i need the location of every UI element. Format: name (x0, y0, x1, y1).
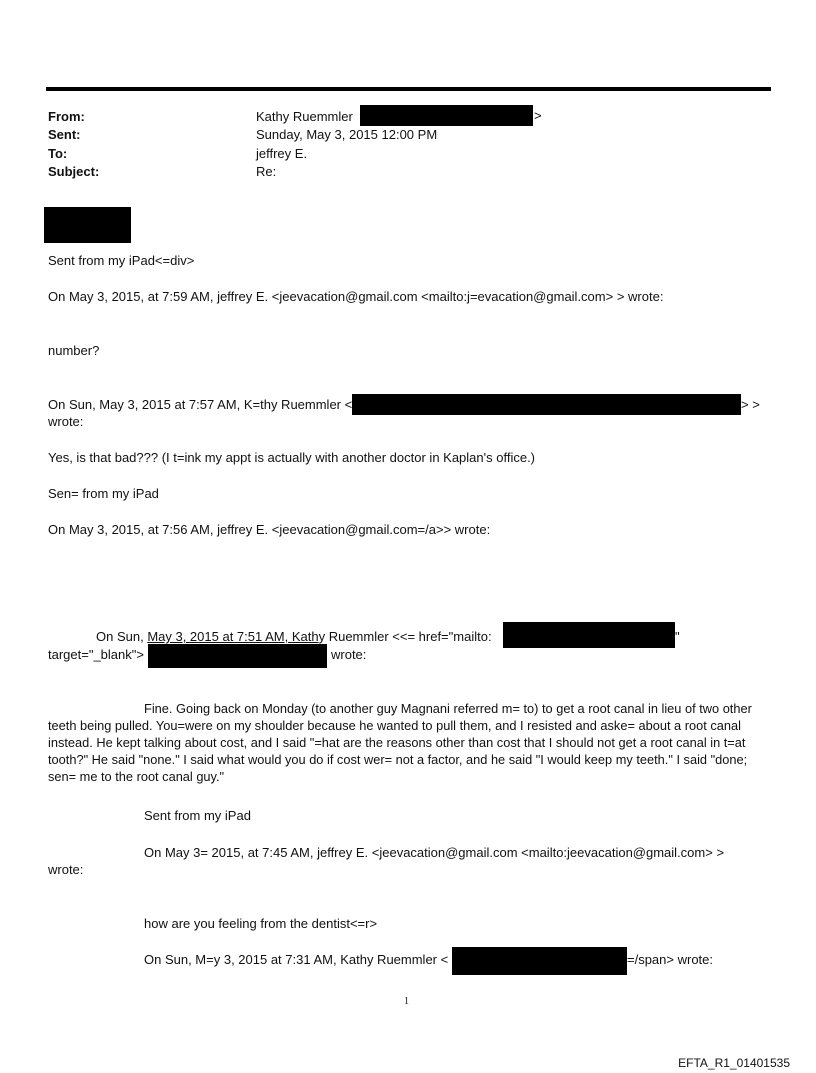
message-yes-bad: Yes, is that bad??? (I t=ink my appt is actually with another doctor in Kaplan's office.) (48, 450, 536, 465)
quoted-header-4-link[interactable]: May 3, 2015 at 7:51 AM, Kath (147, 629, 319, 644)
subject-value: Re: (256, 164, 277, 179)
redaction-box (148, 644, 327, 668)
subject-label: Subject: (48, 164, 100, 179)
quoted-header-2-wrote: wrote: (48, 414, 84, 429)
quoted-header-3: On May 3, 2015, at 7:56 AM, jeffrey E. <jeevacation@gmail.com=/a>> wrote: (48, 522, 491, 537)
header-rule (46, 87, 771, 91)
to-value: jeffrey E. (256, 146, 308, 161)
from-tail: > (534, 108, 542, 123)
message-fine-paragraph (48, 700, 766, 785)
sent-label: Sent: (48, 127, 81, 142)
redaction-box (503, 622, 675, 648)
redaction-box (44, 207, 131, 243)
quoted-header-2: On Sun, May 3, 2015 at 7:57 AM, K=thy Ruemmler < (48, 397, 353, 412)
from-name: Kathy Ruemmler (256, 109, 353, 124)
sent-from-ipad-div: Sent from my iPad<=div> (48, 253, 195, 268)
quoted-header-4-wrote: wrote: (331, 647, 367, 662)
quoted-header-4-mid: y Ruemmler <<= href="mailto: (318, 629, 492, 644)
redaction-box (352, 394, 741, 415)
quoted-header-6: On Sun, M=y 3, 2015 at 7:31 AM, Kathy Ruemmler < (144, 952, 449, 967)
sent-from-ipad-3: Sent from my iPad (144, 808, 251, 823)
to-label: To: (48, 146, 68, 161)
page-number: 1 (404, 996, 409, 1007)
quoted-header-2-tail: > > (741, 397, 760, 412)
message-fine-line1: Fine. Going back on Monday (to another guy Magnani referred m= to) to get a root canal in lieu of two (144, 701, 720, 716)
quoted-header-4 (96, 629, 492, 645)
redaction-box (452, 947, 627, 975)
from-label: From: (48, 109, 85, 124)
message-feeling: how are you feeling from the dentist<=r> (144, 916, 378, 931)
message-number: number? (48, 343, 100, 358)
quoted-header-4-target: target="_blank"> (48, 647, 144, 662)
quoted-header-5: On May 3= 2015, at 7:45 AM, jeffrey E. <jeevacation@gmail.com <mailto:jeevacation@gmail.com> > (144, 845, 725, 860)
quoted-header-5-wrote: wrote: (48, 862, 84, 877)
quoted-header-4-start: On Sun, (96, 629, 148, 644)
sent-from-ipad-2: Sen= from my iPad (48, 486, 159, 501)
quoted-header-4-quote: " (675, 629, 680, 644)
sent-value: Sunday, May 3, 2015 12:00 PM (256, 127, 438, 142)
quoted-header-6-tail: =/span> wrote: (627, 952, 713, 967)
quoted-header-1: On May 3, 2015, at 7:59 AM, jeffrey E. <jeevacation@gmail.com <mailto:j=evacation@gmail.com> > wrote: (48, 289, 664, 304)
from-value (256, 108, 353, 125)
document-id: EFTA_R1_01401535 (678, 1056, 790, 1070)
message-fine-rest: other teeth being pulled. You=were on my shoulder because he wanted to pull them, and I resisted and aske= about a root canal instead. He kept talking about cost, and I said "=hat are the reasons other than cost that I should not get a root canal in t=at tooth?" He said "none." I said what would you do if cost wer= not a factor, and he said "I would keep my teeth." I said "done; sen= me to the root canal guy." (48, 701, 752, 784)
redaction-box (360, 105, 533, 126)
